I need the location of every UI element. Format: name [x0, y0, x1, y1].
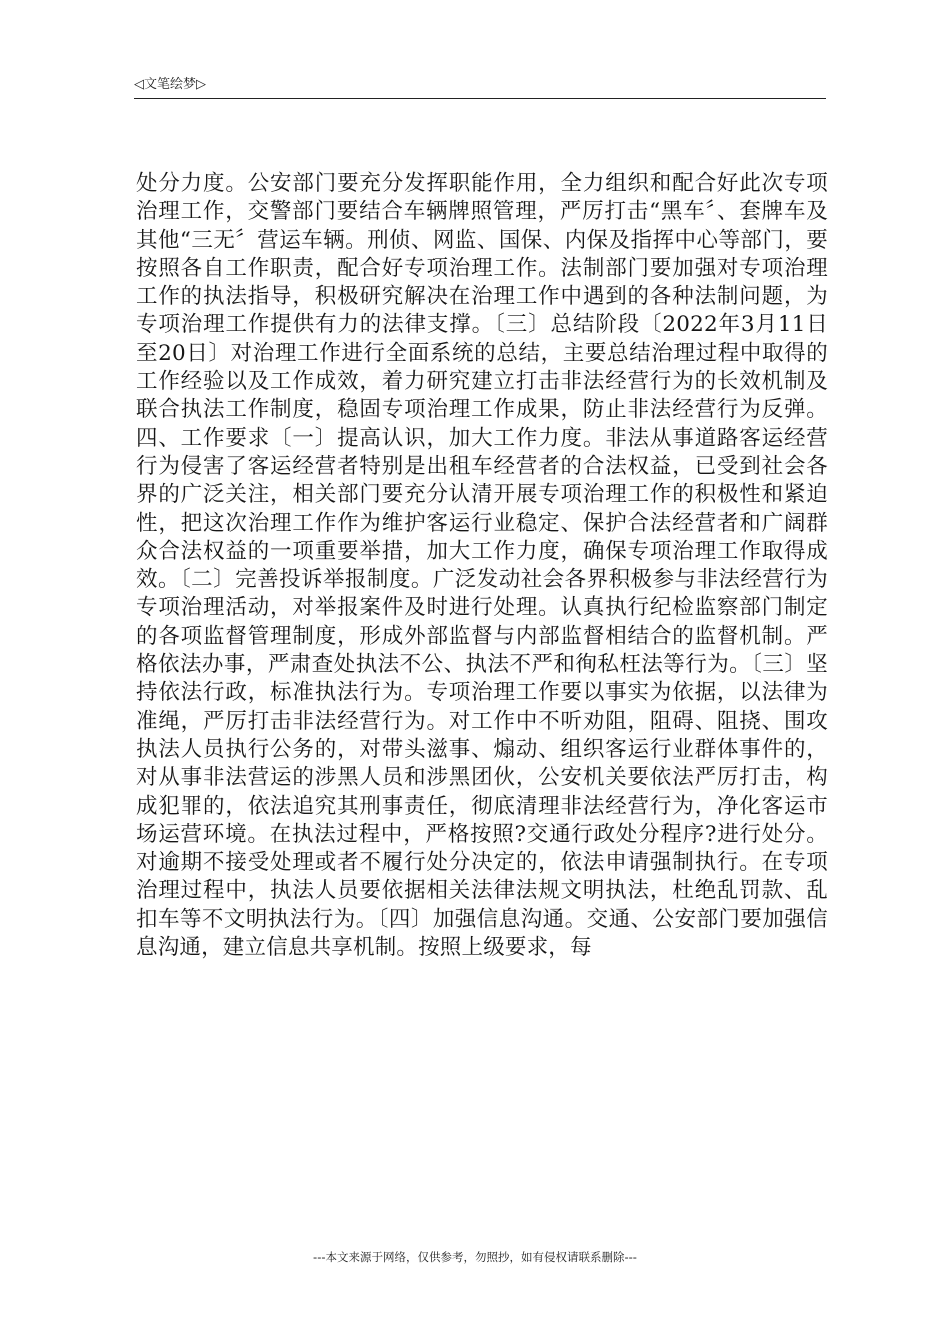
- page-header: [134, 76, 826, 99]
- header-mark: ◁文笔绘梦▷: [134, 77, 206, 92]
- body-paragraph: 处分力度。公安部门要充分发挥职能作用，全力组织和配合好此次专项治理工作，交警部门要结合车辆牌照管理，严厉打击“黑车〞、套牌车及其他“三无〞营运车辆。刑侦、网监、国保、内保及指挥中心等部门，要按照各自工作职责，配合好专项治理工作。法制部门要加强对专项治理工作的执法指导，积极研究解决在治理工作中遇到的各种法制问题，为专项治理工作提供有力的法律支撑。〔三〕总结阶段〔2022年3月11日至20日〕对治理工作进行全面系统的总结，主要总结治理过程中取得的工作经验以及工作成效，着力研究建立打击非法经营行为的长效机制及联合执法工作制度，稳固专项治理工作成果，防止非法经营行为反弹。四、工作要求〔一〕提高认识，加大工作力度。非法从事道路客运经营行为侵害了客运经营者特别是出租车经营者的合法权益，已受到社会各界的广泛关注，相关部门要充分认清开展专项治理工作的积极性和紧迫性，把这次治理工作作为维护客运行业稳定、保护合法经营者和广阔群众合法权益的一项重要举措，加大工作力度，确保专项治理工作取得成效。〔二〕完善投诉举报制度。广泛发动社会各界积极参与非法经营行为专项治理活动，对举报案件及时进行处理。认真执行纪检监察部门制定的各项监督管理制度，形成外部监督与内部监督相结合的监督机制。严格依法办事，严肃查处执法不公、执法不严和徇私枉法等行为。〔三〕坚持依法行政，标准执法行为。专项治理工作要以事实为依据，以法律为准绳，严厉打击非法经营行为。对工作中不听劝阻，阻碍、阻挠、围攻执法人员执行公务的，对带头滋事、煽动、组织客运行业群体事件的，对从事非法营运的涉黑人员和涉黑团伙，公安机关要依法严厉打击，构成犯罪的，依法追究其刑事责任，彻底清理非法经营行为，净化客运市场运营环境。在执法过程中，严格按照?交通行政处分程序?进行处分。对逾期不接受处理或者不履行处分决定的，依法申请强制执行。在专项治理过程中，执法人员要依据相关法律法规文明执法，杜绝乱罚款、乱扣车等不文明执法行为。〔四〕加强信息沟通。交通、公安部门要加强信息沟通，建立信息共享机制。按照上级要求，每: [136, 171, 828, 961]
- page-footer: ---本文来源于网络，仅供参考，勿照抄，如有侵权请联系删除---: [313, 1250, 637, 1264]
